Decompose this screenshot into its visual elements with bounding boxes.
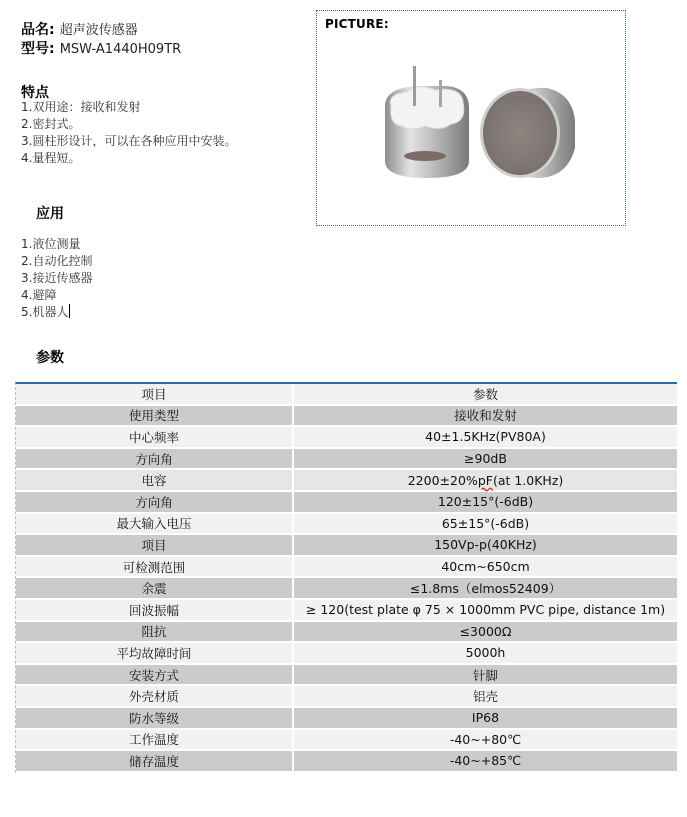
picture-frame (316, 10, 626, 226)
table-row (16, 643, 677, 665)
row-value: ≥90dB (294, 449, 677, 471)
row-item: 储存温度 (16, 751, 294, 773)
header-item: 项目 (16, 384, 294, 406)
application-item[interactable] (21, 304, 70, 321)
row-value-part: (at 1.0KHz) (492, 472, 564, 488)
application-item: 4.避障 (21, 288, 57, 302)
row-item: 方向角 (16, 492, 294, 514)
row-item: 外壳材质 (16, 686, 294, 708)
table-row (16, 427, 677, 449)
table-row (16, 449, 677, 471)
row-value: ≥ 120(test plate φ 75 × 1000mm PVC pipe, distance 1m) (294, 600, 677, 622)
feature-item: 2.密封式。 (21, 117, 81, 131)
table-row (16, 622, 677, 644)
row-item: 使用类型 (16, 406, 294, 428)
row-value (294, 470, 677, 492)
row-value: 40±1.5KHz(PV80A) (294, 427, 677, 449)
row-value: 150Vp-p(40KHz) (294, 535, 677, 557)
table-row (16, 665, 677, 687)
row-item: 工作温度 (16, 730, 294, 752)
row-value: 120±15°(-6dB) (294, 492, 677, 514)
row-value: 5000h (294, 643, 677, 665)
product-model-label: 型号: (21, 41, 55, 57)
row-value: 铝壳 (294, 686, 677, 708)
table-row (16, 557, 677, 579)
sensor-image (377, 66, 577, 196)
row-item: 可检测范围 (16, 557, 294, 579)
product-model-value: MSW-A1440H09TR (59, 42, 182, 57)
header-value: 参数 (294, 384, 677, 406)
table-row (16, 730, 677, 752)
table-row (16, 514, 677, 536)
table-row (16, 492, 677, 514)
text-cursor (69, 304, 70, 318)
row-item: 方向角 (16, 449, 294, 471)
product-name-value: 超声波传感器 (59, 23, 138, 38)
params-heading: 参数 (36, 350, 64, 366)
table-row (16, 406, 677, 428)
table-row (16, 751, 677, 773)
table-row (16, 600, 677, 622)
table-row (16, 578, 677, 600)
application-item-text: 5.机器人 (21, 305, 69, 319)
application-item: 3.接近传感器 (21, 271, 93, 285)
product-name (21, 19, 138, 39)
product-name-label: 品名: (21, 22, 55, 38)
row-item: 项目 (16, 535, 294, 557)
row-item: 最大输入电压 (16, 514, 294, 536)
row-value: ≤3000Ω (294, 622, 677, 644)
table-header-row (16, 384, 677, 406)
table-row (16, 708, 677, 730)
product-model (21, 38, 181, 58)
table-row (16, 686, 677, 708)
feature-item: 4.量程短。 (21, 151, 81, 165)
row-value: 针脚 (294, 665, 677, 687)
applications-heading: 应用 (36, 206, 64, 222)
row-item: 电容 (16, 470, 294, 492)
spec-table (15, 382, 677, 773)
row-value: 40cm~650cm (294, 557, 677, 579)
application-item: 2.自动化控制 (21, 254, 93, 268)
row-value-part: 2200±20% (407, 472, 478, 488)
spellcheck-flagged-text: pF (477, 472, 493, 488)
row-item: 中心频率 (16, 427, 294, 449)
row-value: 接收和发射 (294, 406, 677, 428)
row-item: 回波振幅 (16, 600, 294, 622)
feature-item: 3.圆柱形设计，可以在各种应用中安装。 (21, 134, 237, 148)
row-item: 阻抗 (16, 622, 294, 644)
feature-item: 1.双用途：接收和发射 (21, 100, 141, 114)
row-item: 平均故障时间 (16, 643, 294, 665)
row-value: 65±15°(-6dB) (294, 514, 677, 536)
application-item: 1.液位测量 (21, 237, 81, 251)
row-item: 余震 (16, 578, 294, 600)
row-item: 防水等级 (16, 708, 294, 730)
row-value: -40~+85℃ (294, 751, 677, 773)
picture-title: PICTURE: (325, 17, 389, 31)
row-item: 安装方式 (16, 665, 294, 687)
row-value: ≤1.8ms（elmos52409） (294, 578, 677, 600)
row-value: -40~+80℃ (294, 730, 677, 752)
features-heading: 特点 (21, 85, 49, 101)
row-value: IP68 (294, 708, 677, 730)
table-row (16, 535, 677, 557)
table-row (16, 470, 677, 492)
